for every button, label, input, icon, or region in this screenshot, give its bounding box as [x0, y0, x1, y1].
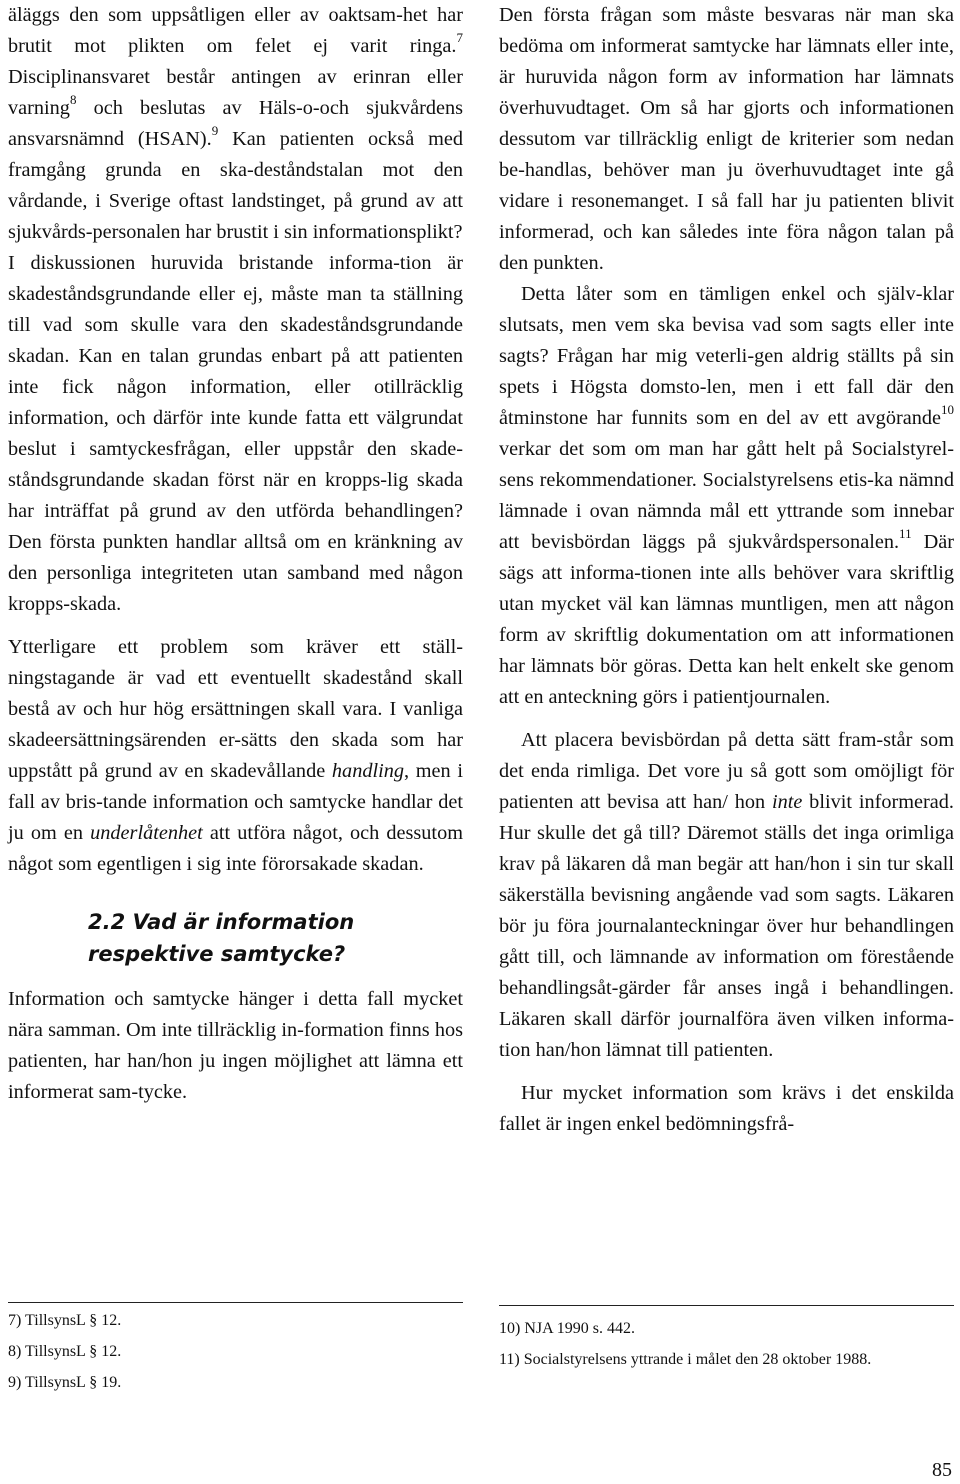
left-footnote-rule — [8, 1302, 463, 1303]
footnote-8: 8) TillsynsL § 12. — [8, 1343, 122, 1360]
section-heading: 2.2 Vad är information respektive samtycke? — [88, 910, 355, 966]
right-paragraph-2: Detta låter som en tämligen enkel och själv-klar slutsats, men vem ska bevisa vad som sagts eller inte sagts? Frågan har mig veterli-gen aldrig ställts på sin spets i Högsta domsto-len, men i ett fall där den åtminstone har funnits som en del av ett avgörande$^{10}$ verkar det som om man har gått helt på Socialstyrel-sens rekommendationer. Socialstyrelsens etis-ka nämnd lämnade i ovan nämnda mål ett yttrande som innebar att bevisbördan läggs på sjukvårdspersonalen.$^{11}$ Där sägs att informa-tionen inte alls behöver vara skriftlig utan mycket väl kan lämnas muntligen, men att någon form av skriftlig dokumentation om att informationen har lämnats bör göras. Detta kan helt enkelt ske genom att en anteckning görs i patientjournalen. — [499, 283, 954, 708]
right-footnotes — [499, 1318, 954, 1380]
left-paragraph-2: I diskussionen huruvida bristande informa-tion är skadeståndsgrundande eller ej, måste man ta ställning till vad som skulle vara den skadeståndsgrundande skadan. Kan en talan grundas enbart på att patienten inte fick någon information, eller otillräcklig information, och därför inte kunde fatta ett välgrundat beslut i samtyckesfrågan, eller uppstår den skade-ståndsgrundande skadan först när en kropps-lig skada har inträffat på grund av den utförda behandlingen? Den första punkten handlar alltså om en kränkning av den personliga integriteten utan samband med någon kropps-skada. — [8, 252, 463, 615]
footnote-ref-11: 11 — [899, 526, 912, 542]
left-paragraph-1: äläggs den som uppsåtligen eller av oaktsam-het har brutit mot plikten om felet ej varit ringa.$^7$ Disciplinansvaret består antingen av erinran eller varning$^8$ och beslutas av Häls-o-och sjukvårdens ansvarsnämnd (HSAN).$^9$ Kan patienten också med framgång grunda en ska-deståndstalan mot den vårdande, i Sverige oftast landstinget, på grund av att sjukvårds-personalen har brustit i sin informationsplikt? — [8, 4, 464, 243]
footnote-ref-10: 10 — [941, 402, 954, 418]
right-footnote-rule — [499, 1305, 954, 1306]
footnote-ref-7: 7 — [456, 30, 463, 46]
right-paragraph-3: Att placera bevisbördan på detta sätt fram-står som det enda rimliga. Det vore ju så gott som omöjligt för patienten att bevisa att han/ hon inte blivit informerad. Hur skulle det gå till? Däremot ställs det inga orimliga krav på läkaren då man begär att han/hon i sin tur skall säkerställa bevisning angående vad som sagts. Läkaren bör ju föra journalanteckningar över hur behandlingen gått till, och lämnande av information om förestående behandlingsåt-gärder får anses ingå i behandlingen. Läkaren skall därför journalföra även vilken informa-tion han/hon lämnat till patienten. — [499, 729, 954, 1061]
footnote-ref-9: 9 — [211, 123, 219, 139]
left-footnotes — [8, 1310, 463, 1403]
right-column — [499, 0, 954, 1140]
footnote-10: 10) NJA 1990 s. 442. — [499, 1320, 636, 1337]
left-column — [8, 0, 463, 1108]
footnote-11: 11) Socialstyrelsens yttrande i målet den 28 oktober 1988. — [499, 1351, 872, 1368]
right-paragraph-4: Hur mycket information som krävs i det enskilda fallet är ingen enkel bedömningsfrå- — [499, 1082, 954, 1135]
footnote-9: 9) TillsynsL § 19. — [8, 1374, 122, 1391]
footnote-7: 7) TillsynsL § 12. — [8, 1312, 122, 1329]
right-paragraph-1: Den första frågan som måste besvaras när man ska bedöma om informerat samtycke har lämnats eller inte, är huruvida någon form av information har lämnats överhuvudtaget. Om så har gjorts och informationen dessutom var tillräcklig enligt de kriterier som nedan be-handlas, behöver man ju överhuvudtaget inte gå vidare i resonemanget. I så fall har ju patienten blivit informerad, och kan således inte föra någon talan på den punkten. — [499, 4, 954, 274]
left-paragraph-4: Information och samtycke hänger i detta fall mycket nära samman. Om inte tillräcklig in-formation finns hos patienten, har han/hon ju ingen möjlighet att lämna ett informerat sam-tycke. — [8, 988, 463, 1103]
left-paragraph-3: Ytterligare ett problem som kräver ett ställ-ningstagande är vad ett eventuellt skadestånd skall bestå av och hur hög ersättningen skall vara. I vanliga skadeersättningsärenden er-sätts den skada som har uppstått på grund av en skadevållande handling, men i fall av bris-tande information och samtycke handlar det ju om en underlåtenhet att utföra något, och dessutom något som egentligen i sig inte förorsakade skadan. — [8, 636, 464, 875]
footnote-ref-8: 8 — [69, 92, 77, 108]
page-number: 85 — [932, 1459, 952, 1481]
